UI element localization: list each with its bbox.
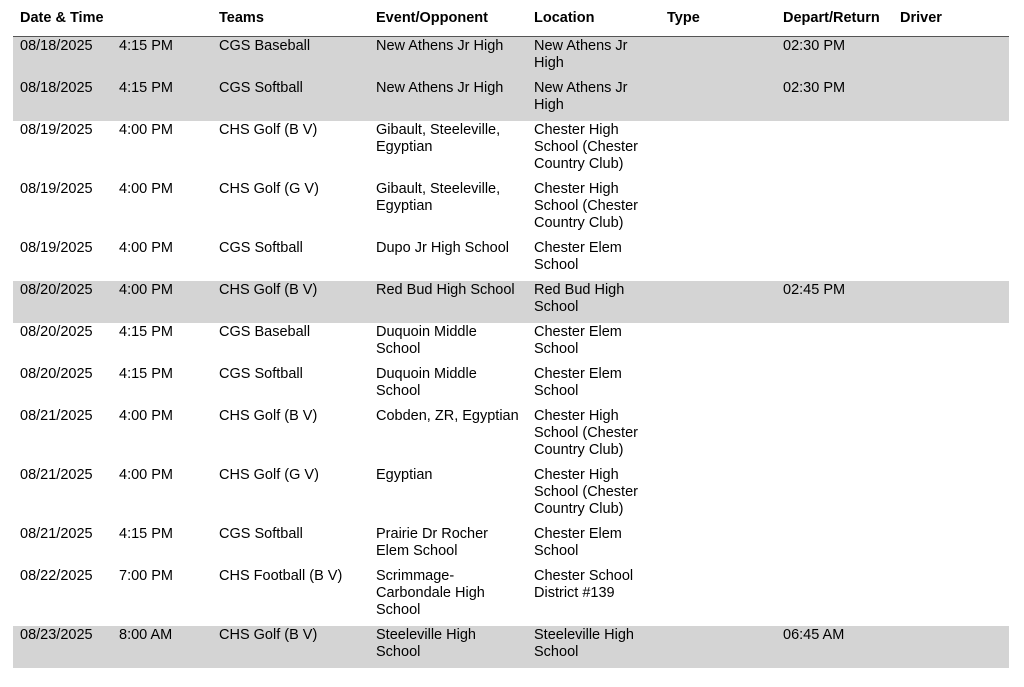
cell-driver bbox=[893, 239, 1009, 281]
cell-type bbox=[660, 180, 776, 239]
cell-depart-return bbox=[776, 365, 893, 407]
cell-time: 4:15 PM bbox=[112, 37, 212, 80]
cell-time: 4:15 PM bbox=[112, 79, 212, 121]
table-row bbox=[13, 407, 1009, 466]
cell-depart-return: 02:30 PM bbox=[776, 79, 893, 121]
table-row bbox=[13, 365, 1009, 407]
cell-date: 08/18/2025 bbox=[13, 79, 112, 121]
table-row bbox=[13, 323, 1009, 365]
cell-team: CHS Football (B V) bbox=[219, 568, 343, 584]
cell-location: Red Bud High School bbox=[527, 281, 660, 323]
header-depart-return: Depart/Return bbox=[776, 0, 893, 37]
cell-location: Chester Elem School bbox=[534, 240, 622, 273]
cell-location: Chester Elem School bbox=[534, 526, 622, 559]
cell-event: Duquoin Middle School bbox=[376, 324, 477, 357]
cell-driver bbox=[893, 281, 1009, 323]
cell-location: Chester Elem School bbox=[534, 366, 622, 399]
header-date-time: Date & Time bbox=[13, 0, 212, 37]
cell-depart-return bbox=[776, 180, 893, 239]
cell-time: 4:15 PM bbox=[119, 366, 173, 382]
cell-location: Chester High School (Chester Country Club) bbox=[534, 408, 638, 458]
cell-driver bbox=[893, 567, 1009, 626]
cell-team: CGS Baseball bbox=[212, 37, 369, 80]
cell-time: 4:00 PM bbox=[112, 281, 212, 323]
cell-depart-return: 02:30 PM bbox=[776, 37, 893, 80]
header-location: Location bbox=[527, 0, 660, 37]
cell-date: 08/18/2025 bbox=[13, 37, 112, 80]
table-row bbox=[13, 626, 1009, 668]
cell-type bbox=[660, 567, 776, 626]
cell-team: CHS Golf (B V) bbox=[212, 281, 369, 323]
cell-depart-return bbox=[776, 466, 893, 525]
cell-location: Chester High School (Chester Country Club) bbox=[534, 122, 638, 172]
cell-depart-return bbox=[776, 525, 893, 567]
cell-event: Steeleville High School bbox=[369, 626, 527, 668]
table-row bbox=[13, 79, 1009, 121]
schedule-table bbox=[13, 0, 1009, 668]
cell-time: 4:00 PM bbox=[119, 408, 173, 424]
cell-team: CHS Golf (G V) bbox=[219, 181, 319, 197]
cell-event: Red Bud High School bbox=[369, 281, 527, 323]
table-row bbox=[13, 180, 1009, 239]
header-row bbox=[13, 0, 1009, 37]
cell-driver bbox=[893, 79, 1009, 121]
cell-time: 4:00 PM bbox=[119, 181, 173, 197]
cell-driver bbox=[893, 121, 1009, 180]
cell-time: 8:00 AM bbox=[112, 626, 212, 668]
cell-date: 08/20/2025 bbox=[20, 324, 93, 340]
cell-type bbox=[660, 323, 776, 365]
cell-type bbox=[660, 121, 776, 180]
cell-event: New Athens Jr High bbox=[369, 79, 527, 121]
table-row bbox=[13, 121, 1009, 180]
cell-date: 08/21/2025 bbox=[20, 526, 93, 542]
cell-team: CGS Softball bbox=[219, 366, 303, 382]
cell-time: 4:00 PM bbox=[119, 467, 173, 483]
header-driver: Driver bbox=[893, 0, 1009, 37]
cell-date: 08/19/2025 bbox=[20, 181, 93, 197]
cell-team: CGS Softball bbox=[219, 240, 303, 256]
cell-date: 08/20/2025 bbox=[20, 366, 93, 382]
cell-time: 4:00 PM bbox=[119, 240, 173, 256]
cell-team: CGS Baseball bbox=[219, 324, 311, 340]
cell-event: Gibault, Steeleville, Egyptian bbox=[376, 181, 501, 214]
header-event: Event/Opponent bbox=[369, 0, 527, 37]
table-row bbox=[13, 281, 1009, 323]
cell-depart-return bbox=[776, 121, 893, 180]
cell-type bbox=[660, 407, 776, 466]
header-teams: Teams bbox=[212, 0, 369, 37]
cell-driver bbox=[893, 525, 1009, 567]
table-row bbox=[13, 466, 1009, 525]
cell-type bbox=[660, 281, 776, 323]
table-row bbox=[13, 525, 1009, 567]
cell-location: Chester School District #139 bbox=[534, 568, 634, 601]
cell-time: 4:00 PM bbox=[119, 122, 173, 138]
cell-date: 08/21/2025 bbox=[20, 467, 93, 483]
cell-type bbox=[660, 37, 776, 80]
cell-location: Steeleville High School bbox=[527, 626, 660, 668]
cell-team: CHS Golf (G V) bbox=[219, 467, 319, 483]
cell-location: Chester High School (Chester Country Club) bbox=[534, 181, 638, 231]
cell-location: New Athens Jr High bbox=[527, 79, 660, 121]
cell-event: Egyptian bbox=[376, 467, 433, 483]
cell-type bbox=[660, 525, 776, 567]
cell-driver bbox=[893, 365, 1009, 407]
cell-date: 08/23/2025 bbox=[13, 626, 112, 668]
cell-time: 7:00 PM bbox=[119, 568, 173, 584]
cell-event: Prairie Dr Rocher Elem School bbox=[376, 526, 489, 559]
cell-time: 4:15 PM bbox=[119, 526, 173, 542]
cell-type bbox=[660, 365, 776, 407]
table-row bbox=[13, 37, 1009, 80]
cell-type bbox=[660, 466, 776, 525]
cell-driver bbox=[893, 37, 1009, 80]
cell-depart-return: 06:45 AM bbox=[776, 626, 893, 668]
cell-type bbox=[660, 79, 776, 121]
table-row bbox=[13, 567, 1009, 626]
cell-date: 08/20/2025 bbox=[13, 281, 112, 323]
cell-depart-return bbox=[776, 567, 893, 626]
table-header bbox=[13, 0, 1009, 37]
cell-location: New Athens Jr High bbox=[527, 37, 660, 80]
cell-event: Scrimmage-Carbondale High School bbox=[376, 568, 485, 618]
cell-depart-return bbox=[776, 407, 893, 466]
cell-driver bbox=[893, 466, 1009, 525]
table-body bbox=[13, 37, 1009, 669]
cell-location: Chester Elem School bbox=[534, 324, 622, 357]
cell-team: CGS Softball bbox=[219, 526, 303, 542]
cell-depart-return: 02:45 PM bbox=[776, 281, 893, 323]
cell-event: Cobden, ZR, Egyptian bbox=[376, 408, 519, 424]
cell-date: 08/21/2025 bbox=[20, 408, 93, 424]
table-row bbox=[13, 239, 1009, 281]
cell-event: Gibault, Steeleville, Egyptian bbox=[376, 122, 501, 155]
cell-driver bbox=[893, 180, 1009, 239]
cell-team: CHS Golf (B V) bbox=[219, 408, 318, 424]
cell-type bbox=[660, 626, 776, 668]
cell-team: CHS Golf (B V) bbox=[219, 122, 318, 138]
cell-date: 08/22/2025 bbox=[20, 568, 93, 584]
cell-driver bbox=[893, 323, 1009, 365]
cell-type bbox=[660, 239, 776, 281]
cell-team: CGS Softball bbox=[212, 79, 369, 121]
cell-location: Chester High School (Chester Country Club) bbox=[534, 467, 638, 517]
cell-depart-return bbox=[776, 323, 893, 365]
schedule-sheet bbox=[13, 0, 1009, 668]
cell-depart-return bbox=[776, 239, 893, 281]
cell-date: 08/19/2025 bbox=[20, 240, 93, 256]
header-type: Type bbox=[660, 0, 776, 37]
cell-event: Duquoin Middle School bbox=[376, 366, 477, 399]
cell-event: New Athens Jr High bbox=[369, 37, 527, 80]
cell-driver bbox=[893, 407, 1009, 466]
cell-team: CHS Golf (B V) bbox=[212, 626, 369, 668]
cell-driver bbox=[893, 626, 1009, 668]
cell-event: Dupo Jr High School bbox=[376, 240, 510, 256]
cell-date: 08/19/2025 bbox=[20, 122, 93, 138]
cell-time: 4:15 PM bbox=[119, 324, 173, 340]
